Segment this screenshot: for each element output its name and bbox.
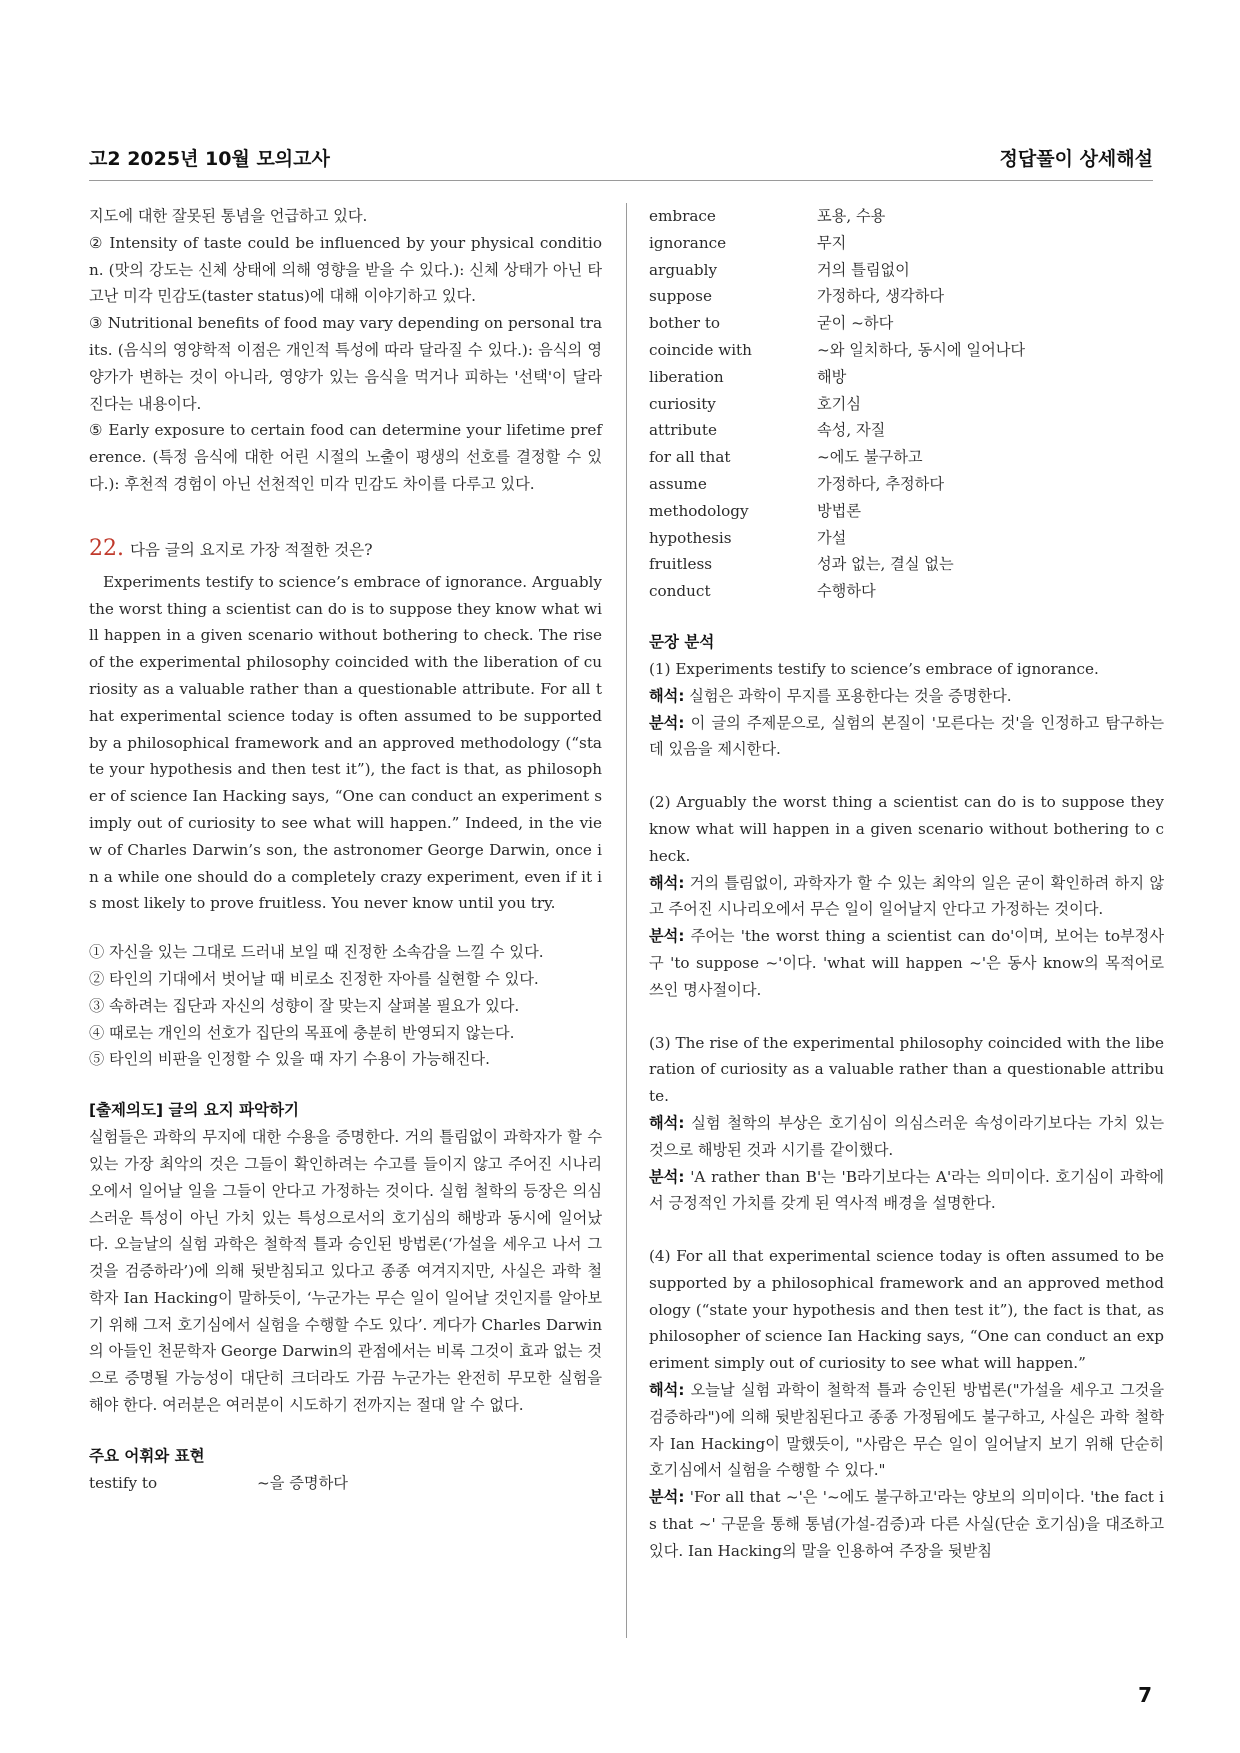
vocab-ko: 가설: [817, 528, 847, 547]
column-divider: [626, 203, 627, 1638]
choice: ③ 속하려는 집단과 자신의 성향이 잘 맞는지 살펴볼 필요가 있다.: [89, 996, 520, 1015]
vocab-ko: 성과 없는, 결실 없는: [817, 555, 954, 574]
sentence-translation: [649, 1110, 1164, 1164]
question-text: 다음 글의 요지로 가장 적절한 것은?: [130, 540, 373, 559]
right-column: [649, 203, 1164, 1565]
vocab-ko: 가정하다, 생각하다: [817, 287, 945, 306]
vocab-en: arguably: [649, 260, 718, 279]
vocab-en: liberation: [649, 367, 724, 386]
sentence-en: (4) For all that experimental science today is often assumed to be supported by a philosophical framework and an approved methodology (“state your hypothesis and then test it”), the fact is that, as philosopher of science Ian Hacking says, “One can conduct an experiment simply out of curiosity to see what will happen.”: [649, 1247, 1164, 1373]
translation-label: 해석:: [649, 686, 685, 705]
translation-text: 거의 틀림없이, 과학자가 할 수 있는 최악의 일은 굳이 확인하려 하지 않고 주어진 시나리오에서 무슨 일이 일어날지 안다고 가정하는 것이다.: [649, 873, 1165, 919]
sentence-translation: [649, 683, 1164, 710]
analysis-heading: 문장 분석: [649, 632, 715, 651]
sentence-en: (1) Experiments testify to science’s embrace of ignorance.: [649, 659, 1099, 678]
vocab-en: ignorance: [649, 233, 727, 252]
sentence-analysis: [649, 923, 1164, 1003]
choice: ① 자신을 있는 그대로 드러내 보일 때 진정한 소속감을 느낄 수 있다.: [89, 943, 544, 962]
page-header: [89, 144, 1153, 181]
translation-text: 실험은 과학이 무지를 포용한다는 것을 증명한다.: [689, 686, 1012, 705]
vocab-en: assume: [649, 474, 707, 493]
vocab-en: curiosity: [649, 394, 716, 413]
vocab-ko: 거의 틀림없이: [817, 260, 910, 279]
sentence-analysis: [649, 1164, 1164, 1218]
vocab-en: fruitless: [649, 555, 713, 574]
vocab-ko: 호기심: [817, 394, 862, 413]
translation-label: 해석:: [649, 1113, 685, 1132]
vocab-heading: 주요 어휘와 표현: [89, 1446, 205, 1465]
vocab-en: methodology: [649, 501, 749, 520]
vocab-ko: 무지: [817, 233, 847, 252]
sentence-block: [649, 656, 1164, 763]
intent-text: 실험들은 과학의 무지에 대한 수용을 증명한다. 거의 틀림없이 과학자가 할 수 있는 가장 최악의 것은 그들이 확인하려는 수고를 들이지 않고 주어진 시나리오에서 일어날 일을 그들이 안다고 가정하는 것이다. 실험 철학의 등장은 의심스러운 특성이 아닌 가치 있는 특성으로서의 호기심의 해방과 동시에 일어났다. 오늘날의 실험 과학은 철학적 틀과 승인된 방법론(‘가설을 세우고 나서 그것을 검증하라’)에 의해 뒷받침되고 있다고 종종 여겨지지만, 사실은 과학 철학자 Ian Hacking이 말하듯이, ‘누군가는 무슨 일이 일어날 것인지를 알아보기 위해 그저 호기심에서 실험을 수행할 수도 있다’. 게다가 Charles Darwin의 아들인 천문학자 George Darwin의 관점에서는 비록 그것이 효과 없는 것으로 증명될 가능성이 대단히 크더라도 가끔 누군가는 완전히 무모한 실험을 해야 한다. 여러분은 여러분이 시도하기 전까지는 절대 알 수 없다.: [89, 1128, 602, 1415]
sentence-block: [649, 1030, 1164, 1218]
sentence-block: [649, 789, 1164, 1003]
vocab-list: [89, 1470, 602, 1497]
vocab-ko: 가정하다, 추정하다: [817, 474, 945, 493]
translation-label: 해석:: [649, 873, 685, 892]
vocab-en: suppose: [649, 287, 712, 306]
page-number: 7: [1138, 1683, 1152, 1707]
sentence-en: (2) Arguably the worst thing a scientist can do is to suppose they know what will happen in a given scenario without bothering to check.: [649, 793, 1164, 865]
prev-option: ② Intensity of taste could be influenced by your physical condition. (맛의 강도는 신체 상태에 의해 영향을 받을 수 있다.): 신체 상태가 아닌 타고난 미각 민감도(taster status)에 대해 이야기하고 있다.: [89, 233, 602, 306]
exam-title: 고2 2025년 10월 모의고사: [89, 148, 330, 170]
choice: ⑤ 타인의 비판을 인정할 수 있을 때 자기 수용이 가능해진다.: [89, 1050, 490, 1069]
prev-option: ⑤ Early exposure to certain food can determine your lifetime preference. (특정 음식에 대한 어린 시절의 노출이 평생의 선호를 결정할 수 있다.): 후천적 경험이 아닌 선천적인 미각 민감도 차이를 다루고 있다.: [89, 421, 602, 493]
translation-text: 실험 철학의 부상은 호기심이 의심스러운 속성이라기보다는 가치 있는 것으로 해방된 것과 시기를 같이했다.: [649, 1113, 1164, 1159]
question-header: [89, 534, 602, 565]
choice: ② 타인의 기대에서 벗어날 때 비로소 진정한 자아를 실현할 수 있다.: [89, 969, 539, 988]
sentence-translation: [649, 870, 1164, 924]
vocab-ko: 수행하다: [817, 582, 876, 601]
vocab-en: coincide with: [649, 340, 752, 359]
analysis-text: 'For all that ~'은 '~에도 불구하고'라는 양보의 의미이다. 'the fact is that ~' 구문을 통해 통념(가설-검증)과 다른 사실(단순 호기심)을 대조하고 있다. Ian Hacking의 말을 인용하여 주장을 뒷받침: [649, 1488, 1164, 1560]
prev-option: ③ Nutritional benefits of food may vary depending on personal traits. (음식의 영양학적 이점은 개인적 특성에 따라 달라질 수 있다.): 음식의 영양가가 변하는 것이 아니라, 영양가 있는 음식을 먹거나 피하는 '선택'이 달라진다는 내용이다.: [89, 314, 602, 413]
passage: Experiments testify to science’s embrace of ignorance. Arguably the worst thing a scientist can do is to suppose they know what will happen in a given scenario without bothering to check. The rise of the experimental philosophy coincided with the liberation of curiosity as a valuable rather than a questionable attribute. For all that experimental science today is often assumed to be supported by a philosophical framework and an approved methodology (“state your hypothesis and then test it”), the fact is that, as philosopher of science Ian Hacking says, “One can conduct an experiment simply out of curiosity to see what will happen.” Indeed, in the view of Charles Darwin’s son, the astronomer George Darwin, once in a while one should do a completely crazy experiment, even if it is most likely to prove fruitless. You never know until you try.: [89, 572, 602, 913]
analysis-text: 주어는 'the worst thing a scientist can do'이며, 보어는 to부정사구 'to suppose ~'이다. 'what will happen ~'은 동사 know의 목적어로 쓰인 명사절이다.: [649, 927, 1164, 999]
vocab-ko: 방법론: [817, 501, 862, 520]
vocab-ko: 속성, 자질: [817, 421, 886, 440]
answer-choices: [89, 939, 602, 1073]
vocab-ko: 해방: [817, 367, 847, 386]
question-number: 22.: [89, 535, 124, 561]
sentence-block: [649, 1243, 1164, 1565]
vocab-en: hypothesis: [649, 528, 732, 547]
prev-option: 지도에 대한 잘못된 통념을 언급하고 있다.: [89, 207, 368, 225]
sentence-analysis: [649, 710, 1164, 764]
analysis-label: 분석:: [649, 713, 685, 732]
previous-explanations: [89, 203, 602, 498]
vocab-en: conduct: [649, 582, 711, 601]
vocab-ko: ~을 증명하다: [257, 1473, 348, 1492]
analysis-label: 분석:: [649, 927, 685, 946]
analysis-label: 분석:: [649, 1488, 685, 1507]
translation-label: 해석:: [649, 1381, 685, 1400]
vocab-en: attribute: [649, 421, 717, 440]
choice: ④ 때로는 개인의 선호가 집단의 목표에 충분히 반영되지 않는다.: [89, 1023, 515, 1042]
analysis-label: 분석:: [649, 1167, 685, 1186]
translation-text: 오늘날 실험 과학이 철학적 틀과 승인된 방법론("가설을 세우고 그것을 검증하라")에 의해 뒷받침된다고 종종 가정됨에도 불구하고, 사실은 과학 철학자 Ian Hacking이 말했듯이, "사람은 무슨 일이 일어날지 보기 위해 단순히 호기심에서 실험을 수행할 수 있다.": [649, 1381, 1165, 1480]
vocab-en: embrace: [649, 207, 716, 225]
intent-heading: [출제의도] 글의 요지 파악하기: [89, 1101, 300, 1120]
analysis-text: 'A rather than B'는 'B라기보다는 A'라는 의미이다. 호기심이 과학에서 긍정적인 가치를 갖게 된 역사적 배경을 설명한다.: [649, 1167, 1164, 1213]
vocab-en: for all that: [649, 448, 731, 467]
analysis-text: 이 글의 주제문으로, 실험의 본질이 '모른다는 것'을 인정하고 탐구하는 데 있음을 제시한다.: [649, 713, 1165, 759]
vocab-ko: 포용, 수용: [817, 207, 886, 225]
vocab-ko: 굳이 ~하다: [817, 314, 894, 333]
vocab-list: [649, 203, 1164, 605]
vocab-en: bother to: [649, 314, 721, 333]
vocab-en: testify to: [89, 1473, 158, 1492]
sentence-analysis: [649, 1484, 1164, 1564]
vocab-ko: ~에도 불구하고: [817, 448, 923, 467]
vocab-ko: ~와 일치하다, 동시에 일어나다: [817, 340, 1026, 359]
section-title: 정답풀이 상세해설: [999, 148, 1153, 170]
left-column: [89, 203, 602, 1497]
sentence-translation: [649, 1377, 1164, 1484]
sentence-en: (3) The rise of the experimental philosophy coincided with the liberation of curiosity as a valuable rather than a questionable attribute.: [649, 1033, 1164, 1106]
